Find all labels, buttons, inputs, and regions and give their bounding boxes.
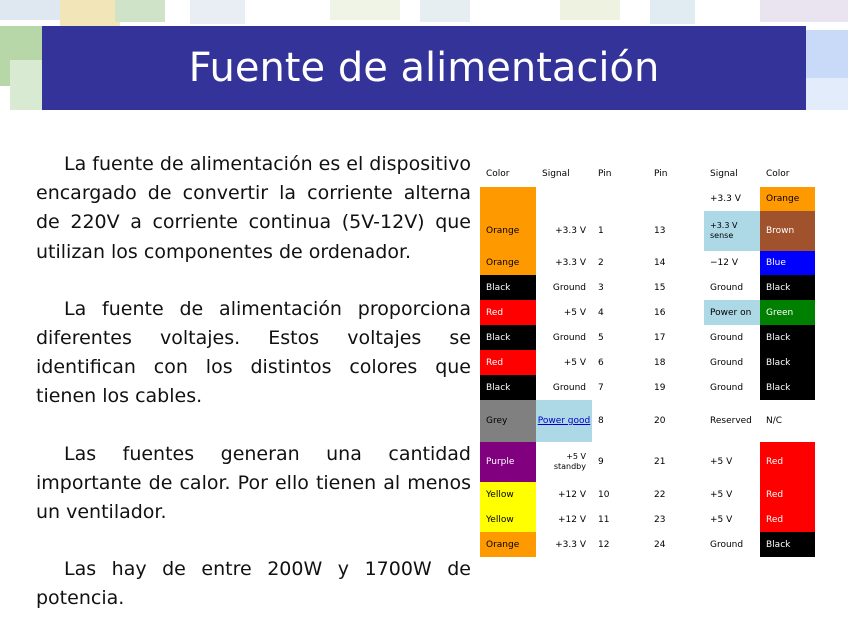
right-color-cell: Orange xyxy=(760,187,815,211)
table-row xyxy=(480,400,815,442)
left-signal-cell: +3.3 V xyxy=(555,258,586,268)
header-cell: Pin xyxy=(598,169,612,179)
table-row xyxy=(480,325,815,350)
left-signal-cell: +12 V xyxy=(557,514,586,525)
right-color-cell: Black xyxy=(760,325,815,350)
left-color-cell: Purple xyxy=(480,442,536,482)
right-pin-cell: 18 xyxy=(654,357,666,368)
left-signal-cell: Ground xyxy=(552,282,586,293)
right-pin-cell: 20 xyxy=(654,416,666,426)
right-pin-cell: 24 xyxy=(654,539,666,550)
deco-square xyxy=(806,78,848,110)
left-color-cell: Black xyxy=(480,325,536,350)
table-row xyxy=(480,507,815,532)
left-color-cell: Yellow xyxy=(480,482,536,507)
left-signal-cell: Ground xyxy=(552,382,586,393)
deco-square xyxy=(190,0,245,24)
table-row xyxy=(480,532,815,557)
left-color-cell: Red xyxy=(480,300,536,325)
right-color-cell: Black xyxy=(760,375,815,400)
right-color-cell: Brown xyxy=(760,211,815,251)
left-signal-cell: +5 V standby xyxy=(553,452,586,471)
table-row xyxy=(480,300,815,325)
slide-title: Fuente de alimentación xyxy=(188,45,660,91)
right-signal-cell: Ground xyxy=(710,539,744,550)
deco-square xyxy=(560,0,620,20)
left-signal-cell: +12 V xyxy=(557,489,586,500)
left-color-cell: Orange xyxy=(480,532,536,557)
left-color-cell: Red xyxy=(480,350,536,375)
left-pin-cell: 6 xyxy=(598,357,604,368)
left-signal-cell: +5 V xyxy=(563,357,586,368)
left-pin-cell: 10 xyxy=(598,489,610,500)
paragraph: Las hay de entre 200W y 1700W de potencia. xyxy=(36,558,471,610)
table-row xyxy=(480,211,815,251)
left-pin-cell: 4 xyxy=(598,307,604,318)
slide-body-text xyxy=(36,150,471,642)
left-pin-cell: 7 xyxy=(598,382,604,393)
right-pin-cell: 19 xyxy=(654,382,666,393)
table-row xyxy=(480,375,815,400)
left-color-cell: Grey xyxy=(480,400,536,442)
left-pin-cell: 2 xyxy=(598,258,604,268)
left-color-cell: Yellow xyxy=(480,507,536,532)
header-cell: Color xyxy=(766,169,790,179)
right-signal-cell: Reserved xyxy=(710,416,752,426)
deco-square xyxy=(420,0,470,22)
right-signal-cell: Ground xyxy=(710,332,744,343)
right-signal-cell: +5 V xyxy=(710,514,733,525)
header-cell: Pin xyxy=(654,169,668,179)
deco-square xyxy=(330,0,400,20)
right-color-cell: Black xyxy=(760,275,815,300)
right-pin-cell xyxy=(648,187,704,211)
right-color-cell: Green xyxy=(760,300,815,325)
table-row xyxy=(480,275,815,300)
left-signal-cell: +3.3 V xyxy=(555,226,586,236)
right-signal-cell: Ground xyxy=(710,282,744,293)
paragraph: La fuente de alimentación proporciona diferentes voltajes. Estos voltajes se identifican con los distintos colores que tienen los cables. xyxy=(36,297,471,408)
right-signal-cell: −12 V xyxy=(710,258,739,268)
right-pin-cell: 21 xyxy=(654,457,666,467)
left-color-cell: Orange xyxy=(480,251,536,275)
left-color-cell xyxy=(480,187,536,211)
right-signal-cell: +3.3 V sense xyxy=(704,211,760,251)
right-pin-cell: 13 xyxy=(654,226,666,236)
deco-square xyxy=(60,0,120,26)
right-color-cell: Red xyxy=(760,482,815,507)
right-color-cell: N/C xyxy=(766,416,783,426)
table-header-row xyxy=(480,161,815,187)
left-pin-cell: 11 xyxy=(598,514,610,525)
left-color-cell: Black xyxy=(480,375,536,400)
header-cell: Color xyxy=(486,169,510,179)
header-cell: Signal xyxy=(542,169,570,179)
right-color-cell: Red xyxy=(760,442,815,482)
table-row xyxy=(480,442,815,482)
atx-pinout-table xyxy=(480,161,815,557)
right-pin-cell: 15 xyxy=(654,282,666,293)
paragraph: Las fuentes generan una cantidad importante de calor. Por ello tienen al menos un ventilador. xyxy=(36,442,471,524)
right-pin-cell: 22 xyxy=(654,489,666,500)
right-pin-cell: 14 xyxy=(654,258,666,268)
right-pin-cell: 17 xyxy=(654,332,666,343)
table-row xyxy=(480,482,815,507)
right-color-cell: Black xyxy=(760,350,815,375)
left-pin-cell: 12 xyxy=(598,539,610,550)
left-pin-cell: 3 xyxy=(598,282,604,293)
table-row xyxy=(480,251,815,275)
deco-square xyxy=(115,0,165,22)
right-signal-cell: +5 V xyxy=(710,489,733,500)
table-row xyxy=(480,187,815,211)
deco-square xyxy=(760,0,848,22)
right-signal-cell: +5 V xyxy=(710,457,733,467)
left-pin-cell: 9 xyxy=(598,457,604,467)
left-signal-cell: Ground xyxy=(552,332,586,343)
right-signal-cell: Power on xyxy=(704,300,760,325)
left-signal-cell: +3.3 V xyxy=(555,539,586,550)
deco-square xyxy=(806,30,848,80)
left-signal-cell: +5 V xyxy=(563,307,586,318)
left-color-cell: Orange xyxy=(480,211,536,251)
right-signal-cell: Ground xyxy=(710,382,744,393)
left-color-cell: Black xyxy=(480,275,536,300)
power-good-link[interactable]: Power good xyxy=(536,400,592,442)
right-pin-cell: 23 xyxy=(654,514,666,525)
right-pin-cell: 16 xyxy=(654,307,666,318)
right-color-cell: Blue xyxy=(760,251,815,275)
deco-square xyxy=(10,60,42,110)
table-row xyxy=(480,350,815,375)
right-color-cell: Black xyxy=(760,532,815,557)
left-signal-cell xyxy=(536,187,592,211)
right-color-cell: Red xyxy=(760,507,815,532)
left-pin-cell: 5 xyxy=(598,332,604,343)
header-cell: Signal xyxy=(710,169,738,179)
title-banner xyxy=(42,26,806,110)
left-pin-cell: 1 xyxy=(598,226,604,236)
left-pin-cell: 8 xyxy=(598,416,604,426)
right-signal-cell: Ground xyxy=(710,357,744,368)
deco-square xyxy=(650,0,695,24)
left-pin-cell xyxy=(592,187,648,211)
paragraph: La fuente de alimentación es el dispositivo encargado de convertir la corriente alterna de 220V a corriente continua (5V-12V) que utilizan los componentes de ordenador. xyxy=(36,153,471,263)
right-signal-cell: +3.3 V xyxy=(710,194,741,204)
